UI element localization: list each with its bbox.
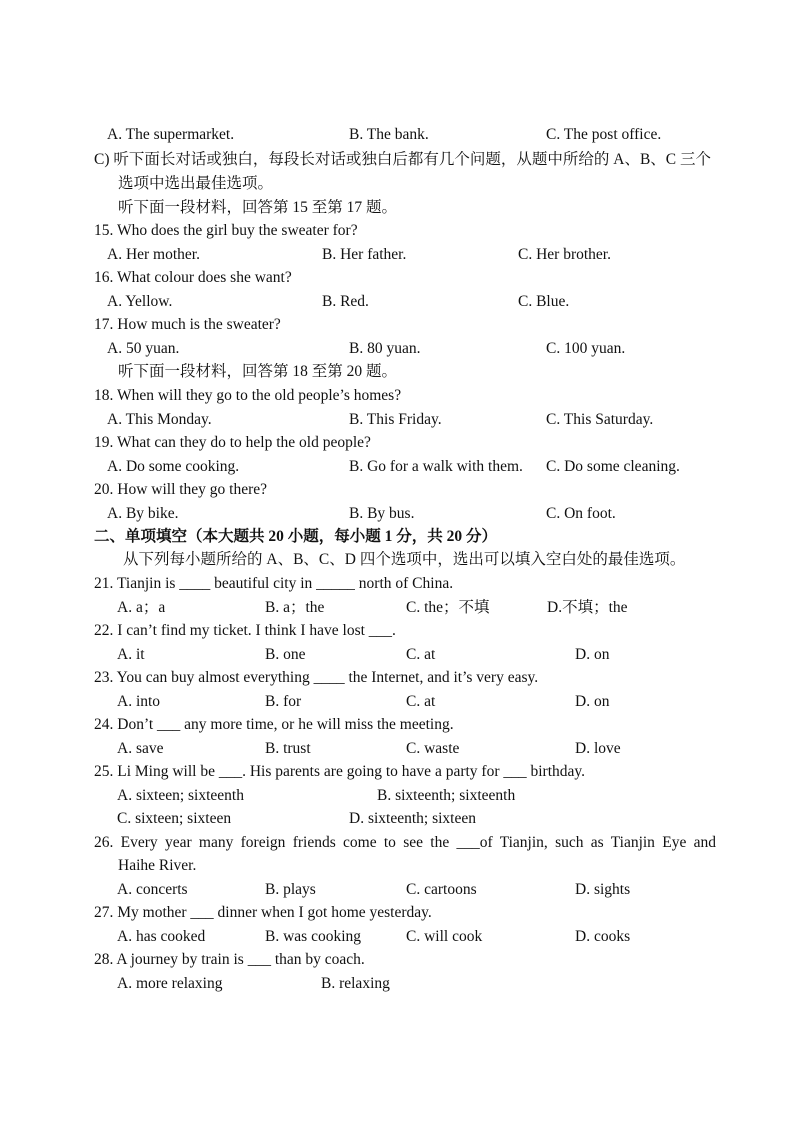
- question-text: 从下列每小题所给的 A、B、C、D 四个选项中，选出可以填入空白处的最佳选项。: [123, 551, 686, 568]
- answer-option: B. 80 yuan.: [349, 340, 421, 357]
- answer-option: A. more relaxing: [117, 975, 223, 992]
- answer-option: A. it: [117, 646, 145, 663]
- answer-option: A. a；a: [117, 599, 166, 616]
- answer-option: B. plays: [265, 881, 316, 898]
- answer-option: C. waste: [406, 740, 460, 757]
- question-text: 24. Don’t ___ any more time, or he will miss the meeting.: [94, 716, 454, 733]
- answer-option: B. Her father.: [322, 246, 407, 263]
- question-text: 20. How will they go there?: [94, 481, 268, 498]
- answer-option: A. concerts: [117, 881, 188, 898]
- answer-option: A. 50 yuan.: [107, 340, 180, 357]
- answer-option: C. the；不填: [406, 599, 490, 616]
- question-text: 选项中选出最佳选项。: [118, 175, 274, 192]
- answer-option: C. cartoons: [406, 881, 477, 898]
- answer-option: A. Her mother.: [107, 246, 200, 263]
- question-text: 26. Every year many foreign friends come to see the ___of Tianjin, such as Tianjin Eye and: [94, 834, 716, 851]
- answer-option: C. On foot.: [546, 505, 616, 522]
- answer-option: C. will cook: [406, 928, 483, 945]
- answer-option: D. love: [575, 740, 621, 757]
- question-text: 18. When will they go to the old people’s homes?: [94, 387, 402, 404]
- question-text: C) 听下面长对话或独白，每段长对话或独白后都有几个问题，从题中所给的 A、B、C 三个: [94, 151, 711, 168]
- answer-option: D.不填；the: [547, 599, 628, 616]
- answer-option: D. sights: [575, 881, 631, 898]
- answer-option: B. This Friday.: [349, 411, 442, 428]
- answer-option: D. cooks: [575, 928, 631, 945]
- answer-option: C. Do some cleaning.: [546, 458, 680, 475]
- question-text: 听下面一段材料，回答第 18 至第 20 题。: [118, 363, 398, 380]
- answer-option: B. was cooking: [265, 928, 362, 945]
- answer-option: B. a；the: [265, 599, 325, 616]
- answer-option: B. for: [265, 693, 302, 710]
- answer-option: A. save: [117, 740, 164, 757]
- question-text: 16. What colour does she want?: [94, 269, 292, 286]
- answer-option: A. Do some cooking.: [107, 458, 240, 475]
- question-text: 23. You can buy almost everything ____ the Internet, and it’s very easy.: [94, 669, 539, 686]
- answer-option: D. sixteenth; sixteen: [349, 810, 476, 827]
- question-text: 19. What can they do to help the old people?: [94, 434, 371, 451]
- question-text: 22. I can’t find my ticket. I think I have lost ___.: [94, 622, 396, 639]
- question-text: 25. Li Ming will be ___. His parents are going to have a party for ___ birthday.: [94, 763, 586, 780]
- answer-option: A. sixteen; sixteenth: [117, 787, 244, 804]
- answer-option: B. Go for a walk with them.: [349, 458, 523, 475]
- answer-option: B. The bank.: [349, 126, 429, 143]
- answer-option: A. The supermarket.: [107, 126, 235, 143]
- answer-option: A. into: [117, 693, 161, 710]
- question-text: 27. My mother ___ dinner when I got home yesterday.: [94, 904, 432, 921]
- answer-option: A. By bike.: [107, 505, 179, 522]
- question-text: 28. A journey by train is ___ than by coach.: [94, 951, 365, 968]
- question-text: Haihe River.: [118, 857, 197, 874]
- answer-option: B. sixteenth; sixteenth: [377, 787, 516, 804]
- section-heading: 二、单项填空（本大题共 20 小题，每小题 1 分，共 20 分）: [94, 528, 498, 545]
- answer-option: D. on: [575, 646, 610, 663]
- answer-option: C. 100 yuan.: [546, 340, 626, 357]
- answer-option: C. The post office.: [546, 126, 662, 143]
- answer-option: A. This Monday.: [107, 411, 212, 428]
- answer-option: D. on: [575, 693, 610, 710]
- question-text: 15. Who does the girl buy the sweater for?: [94, 222, 358, 239]
- question-text: 21. Tianjin is ____ beautiful city in _____ north of China.: [94, 575, 454, 592]
- answer-option: B. one: [265, 646, 306, 663]
- answer-option: A. has cooked: [117, 928, 206, 945]
- answer-option: B. trust: [265, 740, 311, 757]
- answer-option: C. at: [406, 693, 436, 710]
- answer-option: B. Red.: [322, 293, 369, 310]
- answer-option: C. This Saturday.: [546, 411, 654, 428]
- answer-option: C. Her brother.: [518, 246, 611, 263]
- answer-option: A. Yellow.: [107, 293, 173, 310]
- answer-option: C. sixteen; sixteen: [117, 810, 232, 827]
- question-text: 听下面一段材料，回答第 15 至第 17 题。: [118, 199, 398, 216]
- answer-option: C. Blue.: [518, 293, 570, 310]
- question-text: 17. How much is the sweater?: [94, 316, 281, 333]
- answer-option: B. By bus.: [349, 505, 415, 522]
- answer-option: C. at: [406, 646, 436, 663]
- answer-option: B. relaxing: [321, 975, 390, 992]
